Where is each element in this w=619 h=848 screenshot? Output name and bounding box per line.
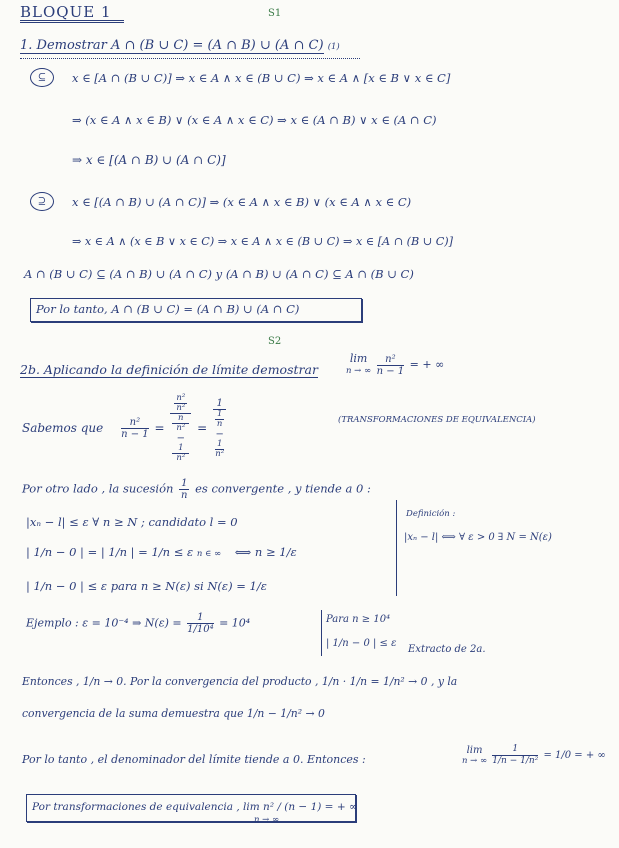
example-d: | 1/n − 0 | ≤ ε	[326, 638, 397, 649]
eq-frac-3-num: 1	[213, 398, 226, 410]
session-label-s1: S1	[268, 8, 282, 19]
q1-line-a3: ⇒ x ∈ [(A ∩ B) ∪ (A ∩ C)]	[72, 153, 226, 167]
q1-line-a1: x ∈ [A ∩ (B ∪ C)] ⇒ x ∈ A ∧ x ∈ (B ∪ C) ⇒ x ∈ A ∧ [x ∈ B ∨ x ∈ C]	[72, 71, 451, 85]
q2-lim-result: = + ∞	[409, 358, 445, 371]
portanto-eq: = 1/0 = + ∞	[543, 750, 606, 761]
q1-line-c: A ∩ (B ∪ C) ⊆ (A ∩ B) ∪ (A ∩ C) y (A ∩ B) ∪ (A ∩ C) ⊆ A ∩ (B ∪ C)	[24, 267, 414, 281]
example-c: Para n ≥ 10⁴	[326, 614, 391, 625]
q2-lim-sub: n → ∞	[346, 366, 372, 376]
eq-top-a: n²	[176, 393, 186, 403]
q2-limit	[346, 352, 444, 378]
portanto-frac-num: 1	[492, 744, 538, 756]
q1-conclusion: Por lo tanto, A ∩ (B ∪ C) = (A ∩ B) ∪ (A ∩ C)	[36, 302, 300, 316]
final-conclusion-sub: n → ∞	[254, 815, 280, 825]
eq-frac-2-bot-left	[172, 414, 189, 433]
case-superset-marker: ⊇	[30, 192, 54, 211]
eq-frac-3-bot-right	[215, 440, 224, 459]
example-frac	[187, 612, 213, 635]
eq-sign-2: =	[197, 421, 208, 435]
q1-line-b1: x ∈ [(A ∩ B) ∪ (A ∩ C)] ⇒ (x ∈ A ∧ x ∈ B) ∨ (x ∈ A ∧ x ∈ C)	[72, 195, 412, 209]
eq-den3-minus: −	[215, 429, 224, 440]
final-conclusion-text: Por transformaciones de equivalencia , lim n² / (n − 1) = + ∞	[32, 801, 358, 813]
limit-line-2	[26, 544, 297, 562]
limit-line-2-a: | 1/n − 0 | = | 1/n | = 1/n ≤ ε	[26, 545, 194, 559]
eq-frac-2-top	[174, 394, 187, 413]
q2-statement-row	[20, 362, 318, 378]
eq-den3-d: n²	[215, 449, 225, 459]
case-subset-marker: ⊆	[30, 68, 54, 87]
sabemos-row	[22, 394, 228, 463]
eq-frac-1-den: n − 1	[121, 429, 149, 440]
eq-frac-3-bot-left	[215, 410, 224, 429]
q2-lim-den: n − 1	[376, 365, 405, 377]
example-divider	[321, 610, 322, 656]
final-conclusion	[32, 799, 358, 815]
q2-lim-label: lim	[349, 352, 368, 365]
q1-dotted-rule	[20, 58, 360, 59]
portanto-frac	[492, 744, 538, 767]
portanto-limit	[462, 744, 606, 767]
eq-frac-3	[213, 398, 226, 459]
session-label-s2: S2	[268, 336, 282, 347]
q2-lim-num: n²	[377, 354, 405, 366]
q1-line-a2: ⇒ (x ∈ A ∧ x ∈ B) ∨ (x ∈ A ∧ x ∈ C) ⇒ x ∈ (A ∩ B) ∨ x ∈ (A ∩ C)	[72, 113, 437, 127]
eq-den3-c: 1	[216, 439, 223, 449]
eq-bot-a: n	[172, 414, 189, 424]
por-otro-text: Por otro lado , la sucesión	[22, 481, 174, 496]
eq-bot-d: n²	[176, 453, 186, 463]
eq-frac-2-bot-right	[172, 444, 189, 463]
limit-line-2-sub: n ∈ ∞	[196, 549, 222, 559]
seq-frac-den: n	[181, 490, 188, 501]
eq-frac-2	[170, 394, 191, 463]
example-b: = 10⁴	[219, 616, 251, 630]
example-frac-num: 1	[187, 612, 213, 624]
seq-frac	[179, 478, 189, 501]
portanto-text: Por lo tanto , el denominador del límite tiende a 0. Entonces :	[22, 753, 366, 766]
q1-statement	[20, 38, 340, 55]
eq-frac-1	[121, 417, 149, 440]
portanto-lim-sub: n → ∞	[462, 755, 488, 766]
example-row	[26, 612, 250, 635]
seq-rest-text: es convergente , y tiende a 0 :	[195, 481, 371, 496]
seq-frac-num: 1	[181, 478, 188, 489]
eq-frac-2-num	[170, 394, 191, 414]
eq-bot-c: 1	[172, 444, 189, 454]
q2-statement: 2b. Aplicando la definición de límite demostrar	[20, 362, 318, 377]
por-otro-row	[22, 478, 371, 501]
eq-top-b: n²	[176, 403, 186, 413]
definition-body: |xₙ − l| ⟺ ∀ ε > 0 ∃ N = N(ε)	[404, 532, 552, 543]
q1-line-b2: ⇒ x ∈ A ∧ (x ∈ B ∨ x ∈ C) ⇒ x ∈ A ∧ x ∈ (B ∪ C) ⇒ x ∈ [A ∩ (B ∪ C)]	[72, 235, 453, 248]
q2-lim-fraction	[377, 354, 405, 377]
extracto-note: Extracto de 2a.	[408, 644, 486, 655]
portanto-frac-den: 1/n − 1/n²	[492, 756, 539, 766]
sabemos-label: Sabemos que	[22, 421, 104, 435]
definition-title: Definición :	[406, 509, 456, 519]
portanto-lim-label: lim	[466, 744, 483, 756]
q1-statement-tag: (1)	[327, 42, 340, 52]
eq-den3-b: n	[216, 419, 223, 429]
transform-note: (TRANSFORMACIONES DE EQUIVALENCIA)	[338, 415, 536, 425]
bloque-title: BLOQUE 1	[20, 4, 124, 23]
definition-divider	[396, 500, 397, 596]
eq-bot-b: n²	[176, 423, 186, 433]
eq-frac-2-den	[170, 414, 191, 463]
eq-den3-a: 1	[216, 409, 223, 419]
eq-frac-3-den	[213, 410, 226, 459]
entonces-line-1: Entonces , 1/n → 0. Por la convergencia del producto , 1/n · 1/n = 1/n² → 0 , y la	[22, 675, 458, 688]
eq-bot-minus: −	[176, 433, 185, 444]
q1-statement-text: 1. Demostrar A ∩ (B ∪ C) = (A ∩ B) ∪ (A ∩ C)	[20, 38, 324, 53]
example-frac-den: 1/10⁴	[187, 624, 214, 635]
limit-line-3: | 1/n − 0 | ≤ ε para n ≥ N(ε) si N(ε) = 1/ε	[26, 579, 267, 593]
example-a: Ejemplo : ε = 10⁻⁴ ⇒ N(ε) =	[26, 616, 182, 630]
portanto-row	[22, 752, 366, 768]
entonces-line-2: convergencia de la suma demuestra que 1/n − 1/n² → 0	[22, 707, 325, 720]
limit-line-2-b: ⟺ n ≥ 1/ε	[234, 545, 297, 559]
limit-line-1: |xₙ − l| ≤ ε ∀ n ≥ N ; candidato l = 0	[26, 515, 238, 529]
eq-sign-1: =	[154, 421, 165, 435]
eq-frac-1-num: n²	[121, 417, 149, 429]
